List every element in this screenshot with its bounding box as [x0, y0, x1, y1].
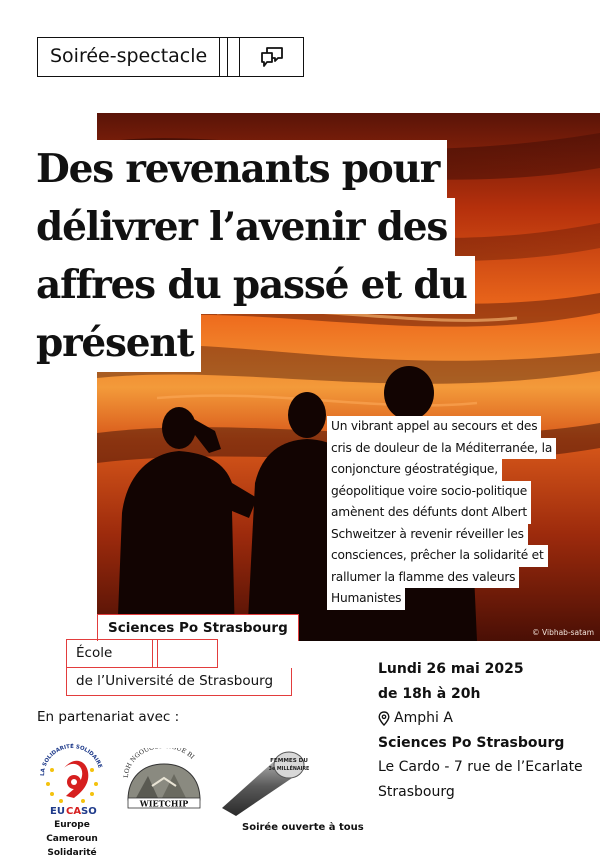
- description-line: cris de douleur de la Méditerranée, la: [327, 438, 556, 460]
- femmes-text-line: FEMMES DU: [270, 758, 308, 764]
- event-venue: Sciences Po Strasbourg: [378, 734, 565, 751]
- eucaso-letters-eu: EU: [50, 806, 65, 817]
- tag-divider: [219, 38, 227, 76]
- event-date: Lundi 26 mai 2025: [378, 661, 524, 677]
- page-title: [34, 140, 475, 372]
- event-time: de 18h à 20h: [378, 685, 481, 702]
- eucaso-caption: [30, 818, 114, 860]
- event-address: Le Cardo - 7 rue de l’Ecarlate: [378, 759, 583, 775]
- wietchip-logo: [122, 748, 206, 814]
- description-line: conjoncture géostratégique,: [327, 459, 502, 481]
- description-line: géopolitique voire socio-politique: [327, 481, 531, 503]
- school-block: [97, 614, 299, 641]
- eucaso-letters-so: SO: [81, 806, 97, 817]
- femmes-text-line: 3e MILLÉNAIRE: [268, 767, 310, 772]
- frame-divider: [158, 639, 218, 668]
- partners-title: En partenariat avec :: [37, 709, 180, 725]
- tag-divider: [227, 38, 239, 76]
- description-line: consciences, prêcher la solidarité et: [327, 545, 548, 567]
- title-line: présent: [34, 314, 201, 372]
- title-line: Des revenants pour: [34, 140, 447, 198]
- school-subtitle: [66, 639, 292, 696]
- category-label: Soirée-spectacle: [50, 45, 208, 67]
- description-line: Un vibrant appel au secours et des: [327, 416, 541, 438]
- location-pin-icon: [378, 711, 390, 726]
- speech-bubble-icon: [239, 38, 303, 76]
- eucaso-arc-text: LA SOLIDARITÉ SOLIDAIRE: [39, 743, 103, 777]
- description-line: Humanistes: [327, 588, 405, 610]
- description-line: amènent des défunts dont Albert: [327, 502, 531, 524]
- photo-credit: © Vibhab-satam: [532, 628, 594, 637]
- femmes-logo: [218, 742, 308, 820]
- school-line-1: École: [66, 639, 153, 668]
- category-tag: [37, 37, 304, 77]
- eucaso-logo: [34, 738, 110, 822]
- eucaso-letters-ca: CA: [66, 806, 82, 817]
- event-city: Strasbourg: [378, 783, 455, 800]
- title-line: délivrer l’avenir des: [34, 198, 455, 256]
- eucaso-caption-line: Europe Cameroun: [46, 820, 98, 844]
- school-line-2: de l’Université de Strasbourg: [66, 668, 292, 696]
- school-name: Sciences Po Strasbourg: [97, 614, 299, 641]
- title-line: affres du passé et du: [34, 256, 475, 314]
- wietchip-word: WIETCHIP: [139, 798, 189, 809]
- event-info: [378, 657, 583, 804]
- eucaso-caption-line: Solidarité: [47, 848, 97, 858]
- room-label: Amphi A: [394, 710, 453, 726]
- description-line: Schweitzer à revenir réveiller les: [327, 524, 528, 546]
- open-to-all-label: Soirée ouverte à tous: [242, 822, 364, 833]
- event-room: [378, 706, 583, 731]
- event-description: [327, 416, 597, 610]
- description-line: rallumer la flamme des valeurs: [327, 567, 519, 589]
- wietchip-arc-text: LOH NGOUO UE BI: [122, 748, 196, 779]
